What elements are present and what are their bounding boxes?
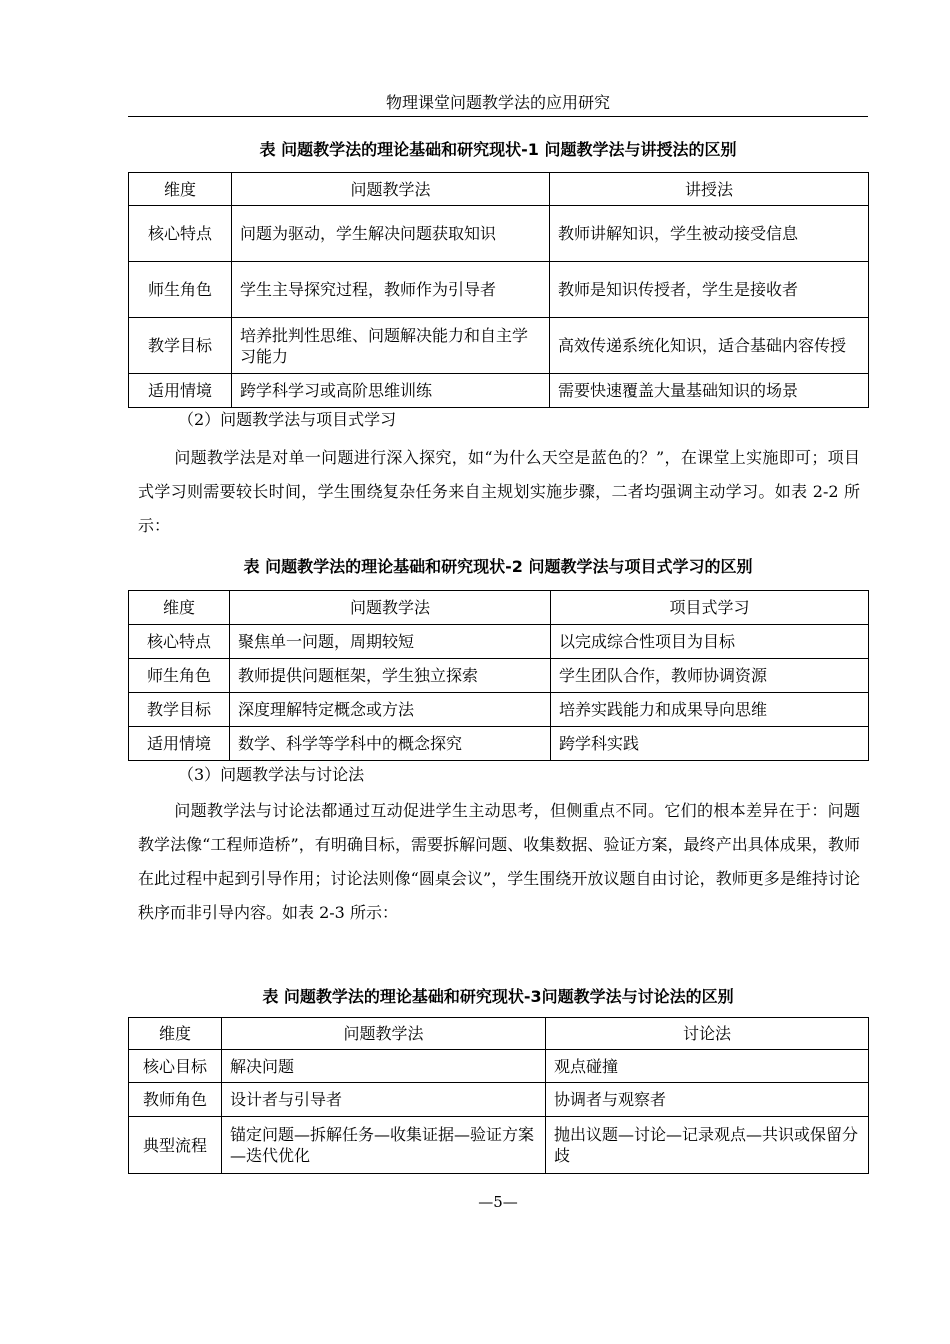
table-2 xyxy=(128,590,869,761)
table-cell: 教师是知识传授者，学生是接收者 xyxy=(550,262,869,318)
table-cell: 培养批判性思维、问题解决能力和自主学习能力 xyxy=(232,318,550,374)
paragraph-text: 问题教学法与讨论法都通过互动促进学生主动思考，但侧重点不同。它们的根本差异在于：问题教学法像“工程师造桥”，有明确目标，需要拆解问题、收集数据、验证方案，最终产出具体成果，教师在此过程中起到引导作用；讨论法则像“圆桌会议”，学生围绕开放议题自由讨论，教师更多是维持讨论秩序而非引导内容。如表 2-3 所示： xyxy=(138,801,860,922)
table-header-cell: 讨论法 xyxy=(546,1018,869,1050)
table-row xyxy=(129,727,869,761)
table-header-cell: 维度 xyxy=(129,1018,222,1050)
table-cell-dimension: 师生角色 xyxy=(129,659,230,693)
table-row xyxy=(129,659,869,693)
table-cell-dimension: 核心目标 xyxy=(129,1050,222,1083)
running-header: 物理课堂问题教学法的应用研究 xyxy=(385,93,610,112)
table-cell: 锚定问题—拆解任务—收集证据—验证方案—迭代优化 xyxy=(222,1117,546,1174)
table-cell-dimension: 适用情境 xyxy=(129,374,232,408)
page-number: —5— xyxy=(478,1193,518,1211)
table-cell: 学生主导探究过程，教师作为引导者 xyxy=(232,262,550,318)
table-row xyxy=(129,318,869,374)
table-cell-dimension: 教学目标 xyxy=(129,318,232,374)
table-cell: 抛出议题—讨论—记录观点—共识或保留分歧 xyxy=(546,1117,869,1174)
table-cell-dimension: 适用情境 xyxy=(129,727,230,761)
table-3 xyxy=(128,1017,869,1174)
table-header-cell: 讲授法 xyxy=(550,173,869,206)
paragraph-text: 问题教学法是对单一问题进行深入探究，如“为什么天空是蓝色的？”，在课堂上实施即可；项目式学习则需要较长时间，学生围绕复杂任务来自主规划实施步骤，二者均强调主动学习。如表 2-2 所示： xyxy=(138,448,860,535)
table-header-cell: 问题教学法 xyxy=(222,1018,546,1050)
table-row xyxy=(129,1050,869,1083)
table-header-row xyxy=(129,591,869,625)
table-header-cell: 维度 xyxy=(129,591,230,625)
section-heading-3: （3）问题教学法与讨论法 xyxy=(178,765,365,784)
table-header-cell: 项目式学习 xyxy=(551,591,869,625)
table-cell: 问题为驱动，学生解决问题获取知识 xyxy=(232,206,550,262)
table-cell: 培养实践能力和成果导向思维 xyxy=(551,693,869,727)
table-cell: 学生团队合作，教师协调资源 xyxy=(551,659,869,693)
table-cell-dimension: 教师角色 xyxy=(129,1083,222,1117)
table-cell: 需要快速覆盖大量基础知识的场景 xyxy=(550,374,869,408)
table-row xyxy=(129,374,869,408)
table-row xyxy=(129,1083,869,1117)
table-cell: 协调者与观察者 xyxy=(546,1083,869,1117)
table-cell: 教师提供问题框架，学生独立探索 xyxy=(230,659,551,693)
table-cell: 数学、科学等学科中的概念探究 xyxy=(230,727,551,761)
table-2-caption: 表 问题教学法的理论基础和研究现状-2 问题教学法与项目式学习的区别 xyxy=(243,557,753,576)
table-row xyxy=(129,206,869,262)
table-cell: 跨学科实践 xyxy=(551,727,869,761)
table-cell-dimension: 典型流程 xyxy=(129,1117,222,1174)
table-header-cell: 维度 xyxy=(129,173,232,206)
table-header-row xyxy=(129,1018,869,1050)
table-cell: 观点碰撞 xyxy=(546,1050,869,1083)
table-cell: 高效传递系统化知识，适合基础内容传授 xyxy=(550,318,869,374)
table-cell-dimension: 核心特点 xyxy=(129,625,230,659)
section-2-paragraph xyxy=(138,441,860,543)
table-header-cell: 问题教学法 xyxy=(232,173,550,206)
table-cell-dimension: 核心特点 xyxy=(129,206,232,262)
table-3-caption: 表 问题教学法的理论基础和研究现状-3问题教学法与讨论法的区别 xyxy=(262,987,734,1006)
table-row xyxy=(129,262,869,318)
section-3-paragraph xyxy=(138,794,860,930)
table-cell: 聚焦单一问题，周期较短 xyxy=(230,625,551,659)
section-heading-2: （2）问题教学法与项目式学习 xyxy=(178,410,397,429)
table-row xyxy=(129,693,869,727)
table-1-caption: 表 问题教学法的理论基础和研究现状-1 问题教学法与讲授法的区别 xyxy=(259,140,737,159)
table-cell: 以完成综合性项目为目标 xyxy=(551,625,869,659)
table-cell: 解决问题 xyxy=(222,1050,546,1083)
table-1 xyxy=(128,172,869,408)
table-row xyxy=(129,1117,869,1174)
table-cell: 深度理解特定概念或方法 xyxy=(230,693,551,727)
table-header-row xyxy=(129,173,869,206)
table-cell: 跨学科学习或高阶思维训练 xyxy=(232,374,550,408)
table-cell: 设计者与引导者 xyxy=(222,1083,546,1117)
table-row xyxy=(129,625,869,659)
table-cell-dimension: 师生角色 xyxy=(129,262,232,318)
table-cell: 教师讲解知识，学生被动接受信息 xyxy=(550,206,869,262)
table-header-cell: 问题教学法 xyxy=(230,591,551,625)
table-cell-dimension: 教学目标 xyxy=(129,693,230,727)
header-divider xyxy=(128,116,868,117)
